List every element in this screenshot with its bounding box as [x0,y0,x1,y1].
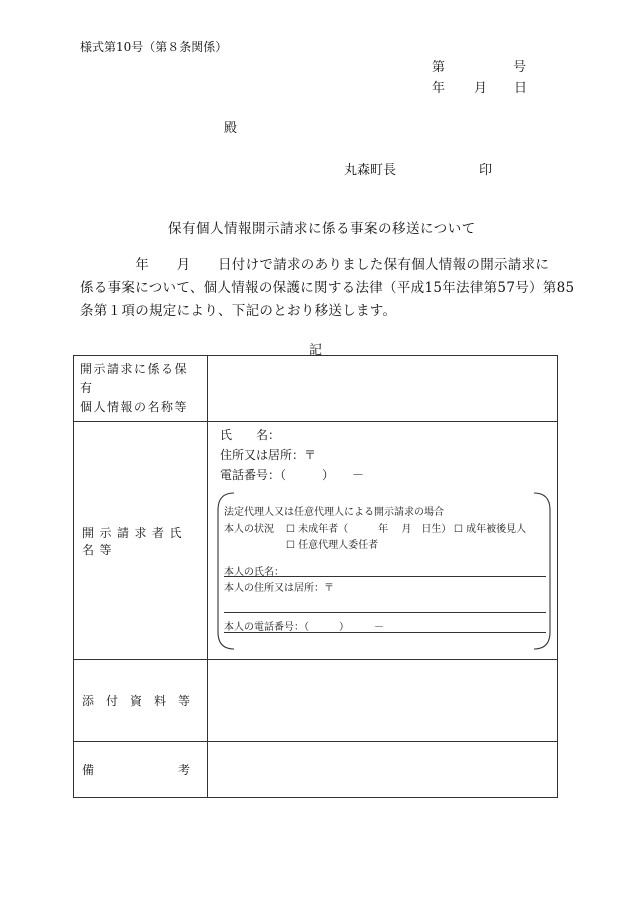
requester-phone-line: 電話番号：（ ） － [220,468,365,482]
principal-address-label: 本人の住所又は居所：〒 [224,583,334,594]
info-name-label [74,356,208,422]
attachments-label-text: 添 付 資 料 等 [82,694,191,708]
body-line: 年 月 日付けで請求のありました保有個人情報の開示請求に [80,257,550,273]
date-month: 月 [474,81,488,96]
requester-label [74,422,208,660]
principal-phone-label: 本人の電話番号：（ ） － [224,622,384,633]
minor-checkbox[interactable]: ☐ 未成年者（ 年 月 日生） [286,524,452,535]
info-name-value[interactable] [208,356,558,422]
delegate-checkbox[interactable]: ☐ 任意代理人委任者 [286,540,379,551]
requester-name-line: 氏 名： [220,428,281,442]
remarks-label [74,742,208,798]
info-name-label-line1: 開示請求に係る保有 [80,362,189,395]
principal-status-label: 本人の状況 [224,524,274,535]
requester-cell [208,422,557,659]
issuer-name: 丸森町長 [344,163,397,178]
table-row [74,356,558,422]
attachments-value[interactable] [208,660,558,742]
document-number-suffix: 号 [513,60,527,75]
table-row [74,742,558,798]
document-title: 保有個人情報開示請求に係る事案の移送について [168,221,476,237]
agent-request-box [216,492,552,650]
agent-heading: 法定代理人又は任意代理人による開示請求の場合 [224,507,444,518]
date-day: 日 [514,81,528,96]
ki-heading: 記 [309,343,323,358]
requester-address-line: 住所又は居所：〒 [220,448,317,462]
form-number: 様式第10号（第８条関係） [80,40,228,54]
requester-value[interactable] [208,422,558,660]
remarks-label-text: 備 考 [82,763,191,777]
remarks-value[interactable] [208,742,558,798]
info-name-label-line2: 個人情報の名称等 [80,400,189,414]
body-line: 条第１項の規定により、下記のとおり移送します。 [80,303,397,319]
table-row [74,660,558,742]
principal-name-underline[interactable] [224,576,546,577]
document-number-prefix: 第 [432,60,446,75]
requester-label-chars: 開示請求者氏名等 [82,525,188,557]
date-year: 年 [432,81,446,96]
body-paragraph [80,254,575,323]
attachments-label [74,660,208,742]
body-line: 係る事案について、個人情報の保護に関する法律（平成15年法律第57号）第85 [80,280,575,296]
table-row [74,422,558,660]
seal-mark: 印 [479,163,493,178]
principal-phone-underline[interactable] [224,632,546,633]
guardian-checkbox[interactable]: ☐ 成年被後見人 [454,524,527,535]
requester-label-text [74,524,207,558]
transfer-table [73,355,558,798]
principal-address-underline[interactable] [224,612,546,613]
addressee-suffix: 殿 [224,121,238,136]
principal-name-label: 本人の氏名： [224,567,284,578]
